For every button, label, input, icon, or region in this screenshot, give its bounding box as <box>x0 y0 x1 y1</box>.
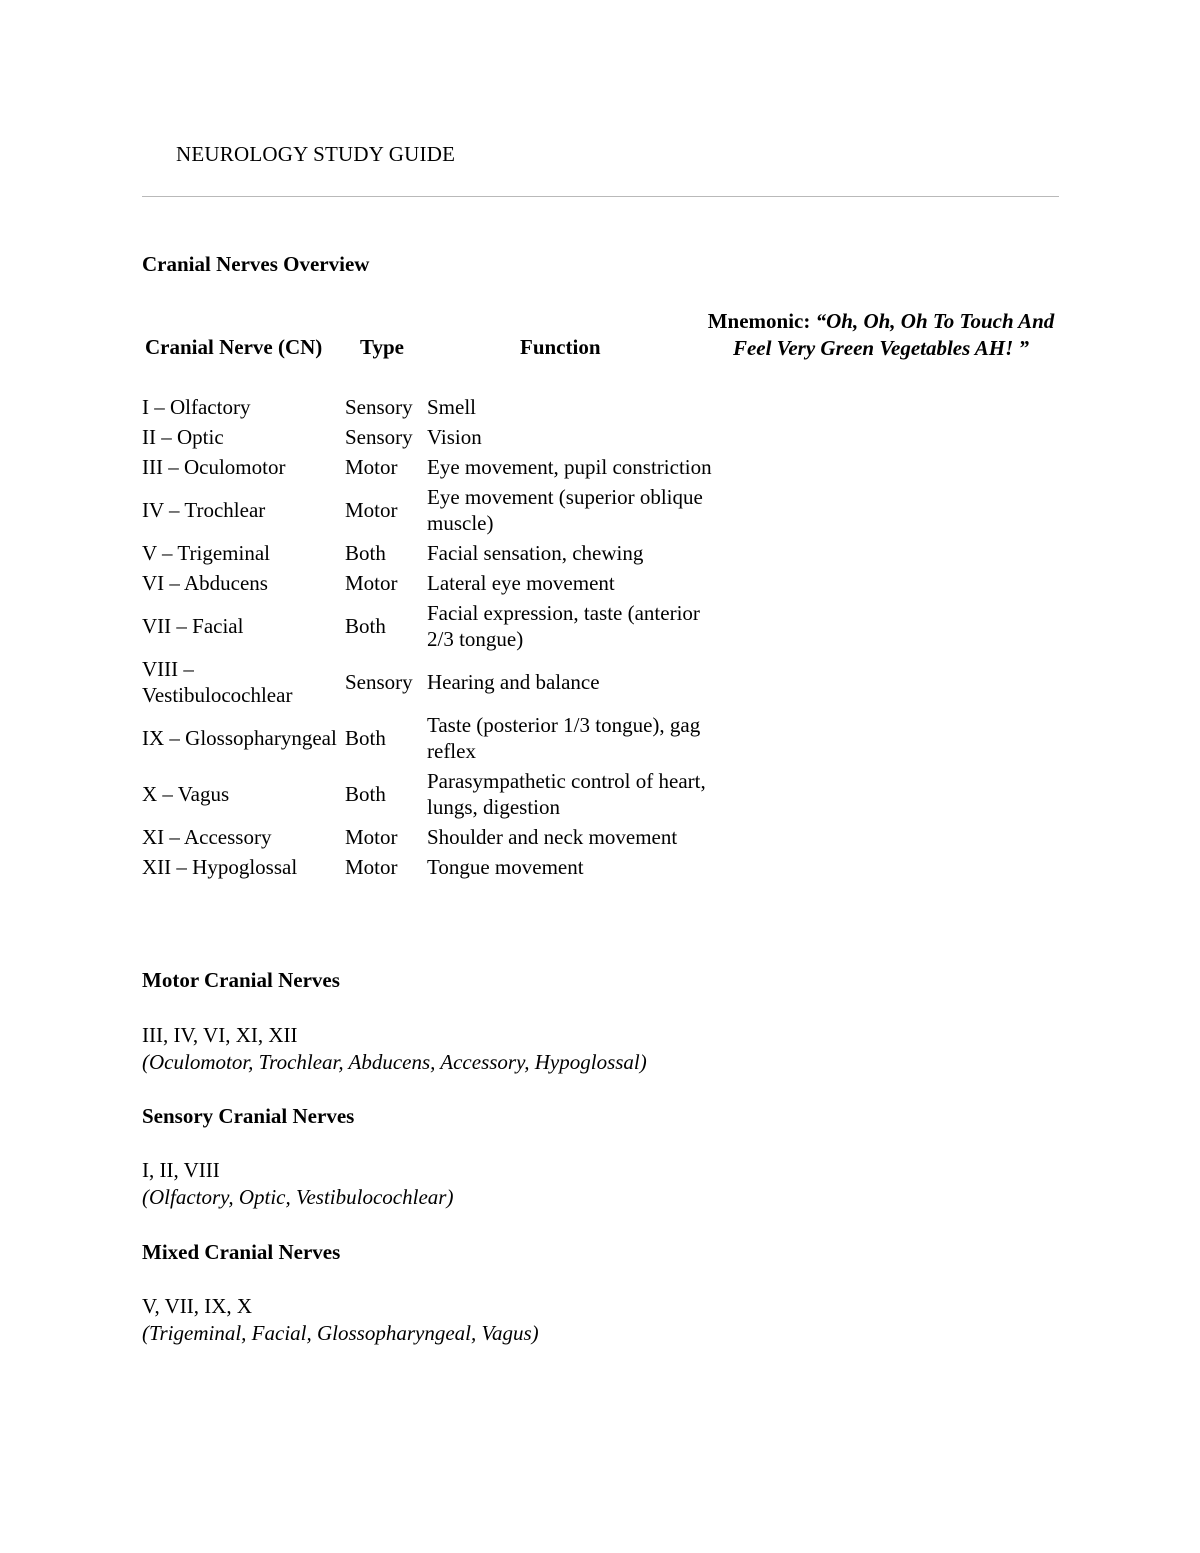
cell-nerve: III – Oculomotor <box>142 455 286 479</box>
motor-heading: Motor Cranial Nerves <box>142 968 340 992</box>
mnemonic-text: “Oh, Oh, Oh To Touch And Feel Very Green Vegetables AH! ” <box>732 309 1055 360</box>
column-header-function: Function <box>520 335 601 359</box>
cell-function: Lateral eye movement <box>427 571 615 595</box>
cell-type: Both <box>345 726 386 750</box>
table-row <box>142 482 722 538</box>
cell-nerve: IV – Trochlear <box>142 498 266 522</box>
sensory-names: (Olfactory, Optic, Vestibulocochlear) <box>142 1185 454 1209</box>
table-row <box>142 422 722 452</box>
column-header-nerve: Cranial Nerve (CN) <box>145 335 323 359</box>
cell-type: Motor <box>345 455 398 479</box>
motor-numerals: III, IV, VI, XI, XII <box>142 1023 298 1047</box>
table-row <box>142 766 722 822</box>
cell-function: Tongue movement <box>427 855 584 879</box>
table-row <box>142 452 722 482</box>
table-row <box>142 538 722 568</box>
cell-type: Motor <box>345 855 398 879</box>
cell-nerve: II – Optic <box>142 425 224 449</box>
cell-nerve: VIII – Vestibulocochlear <box>142 657 293 707</box>
table-row <box>142 710 722 766</box>
column-header-type: Type <box>360 335 404 359</box>
cranial-nerve-table <box>142 392 722 882</box>
cell-nerve: X – Vagus <box>142 782 230 806</box>
cell-function: Facial sensation, chewing <box>427 541 644 565</box>
table-row <box>142 852 722 882</box>
motor-list <box>142 1022 647 1076</box>
cell-type: Motor <box>345 825 398 849</box>
sensory-heading: Sensory Cranial Nerves <box>142 1104 355 1128</box>
mixed-numerals: V, VII, IX, X <box>142 1294 253 1318</box>
cell-type: Sensory <box>345 670 413 694</box>
cell-type: Both <box>345 541 386 565</box>
cell-function: Hearing and balance <box>427 670 600 694</box>
cell-nerve: IX – Glossopharyngeal <box>142 726 337 750</box>
mixed-heading: Mixed Cranial Nerves <box>142 1240 341 1264</box>
cell-nerve: VII – Facial <box>142 614 244 638</box>
table-row <box>142 598 722 654</box>
cell-type: Motor <box>345 498 398 522</box>
cell-type: Both <box>345 614 386 638</box>
overview-heading: Cranial Nerves Overview <box>142 252 370 276</box>
cell-function: Parasympathetic control of heart, lungs, digestion <box>427 769 706 819</box>
table-row <box>142 568 722 598</box>
cell-type: Sensory <box>345 395 413 419</box>
cell-type: Sensory <box>345 425 413 449</box>
sensory-list <box>142 1157 453 1211</box>
header-divider <box>142 196 1059 197</box>
cell-nerve: XI – Accessory <box>142 825 272 849</box>
cell-function: Eye movement, pupil constriction <box>427 455 712 479</box>
cell-nerve: XII – Hypoglossal <box>142 855 298 879</box>
cell-function: Vision <box>427 425 482 449</box>
cell-nerve: VI – Abducens <box>142 571 268 595</box>
cell-function: Facial expression, taste (anterior 2/3 tongue) <box>427 601 700 651</box>
mixed-names: (Trigeminal, Facial, Glossopharyngeal, Vagus) <box>142 1321 539 1345</box>
mixed-list <box>142 1293 539 1347</box>
page-header-title: NEUROLOGY STUDY GUIDE <box>176 142 456 166</box>
cell-function: Smell <box>427 395 477 419</box>
cell-type: Motor <box>345 571 398 595</box>
table-row <box>142 822 722 852</box>
cell-type: Both <box>345 782 386 806</box>
mnemonic-label: Mnemonic: <box>707 309 816 333</box>
motor-names: (Oculomotor, Trochlear, Abducens, Accessory, Hypoglossal) <box>142 1050 647 1074</box>
cell-nerve: V – Trigeminal <box>142 541 270 565</box>
table-row <box>142 392 722 422</box>
cell-function: Eye movement (superior oblique muscle) <box>427 485 703 535</box>
table-row <box>142 654 722 710</box>
mnemonic-note <box>700 308 1062 362</box>
cell-function: Shoulder and neck movement <box>427 825 678 849</box>
cell-function: Taste (posterior 1/3 tongue), gag reflex <box>427 713 701 763</box>
sensory-numerals: I, II, VIII <box>142 1158 220 1182</box>
cell-nerve: I – Olfactory <box>142 395 251 419</box>
